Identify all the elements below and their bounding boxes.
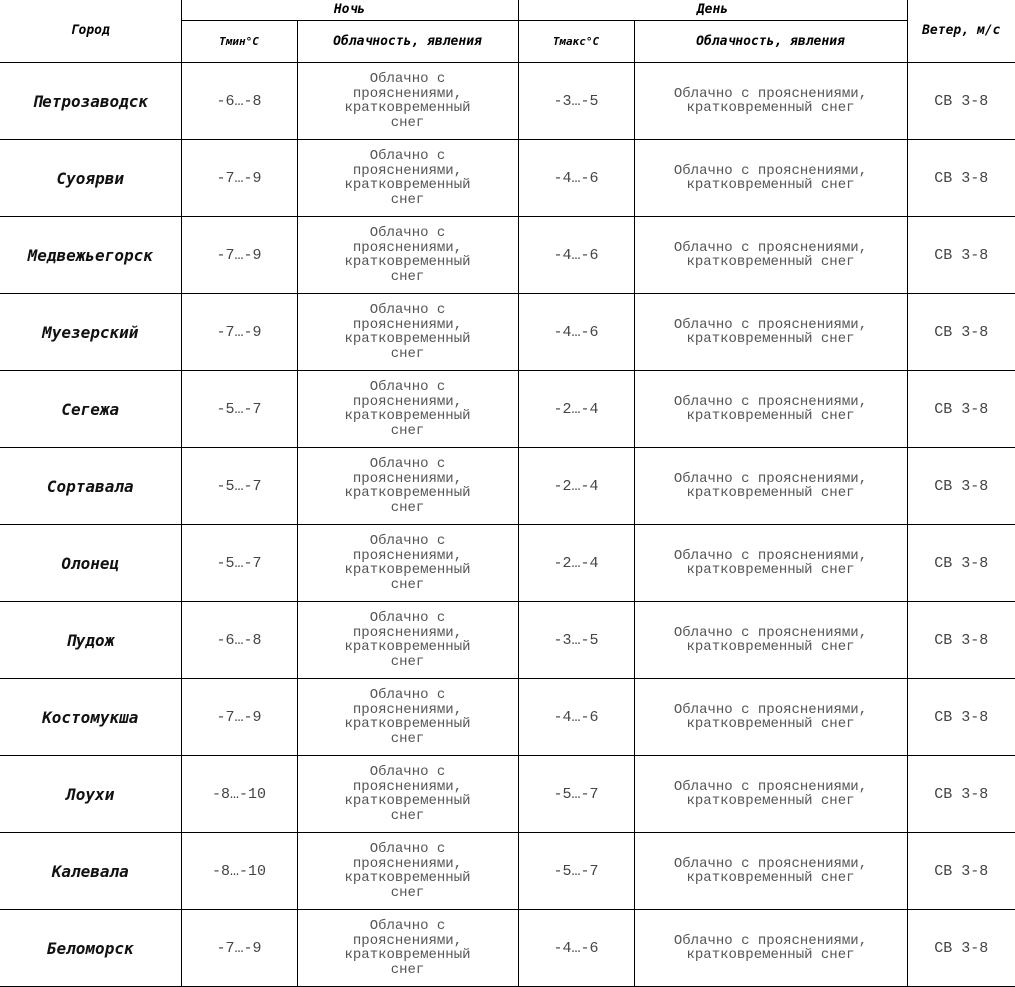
header-tmin: Тмин°C: [181, 21, 297, 63]
header-day-clouds: Облачность, явления: [634, 21, 907, 63]
night-conditions: [297, 217, 518, 294]
day-conditions-line: Облачно с прояснениями,: [673, 316, 868, 333]
night-conditions-line: Облачно с: [369, 841, 446, 857]
day-temp-max: -4…-6: [518, 679, 634, 756]
night-conditions-line: снег: [390, 345, 425, 362]
night-conditions-line: кратковременный: [344, 177, 471, 193]
table-row: [0, 217, 1015, 294]
day-temp-max: -4…-6: [518, 217, 634, 294]
night-conditions-line: кратковременный: [344, 716, 471, 732]
day-conditions: [634, 217, 907, 294]
day-temp-max: -5…-7: [518, 756, 634, 833]
day-conditions: [634, 833, 907, 910]
table-row: [0, 63, 1015, 140]
day-conditions-line: Облачно с прояснениями,: [673, 701, 868, 718]
night-conditions-line: Облачно с: [369, 764, 446, 780]
table-header: [0, 0, 1015, 63]
wind: СВ 3-8: [907, 910, 1015, 987]
header-wind: Ветер, м/с: [907, 0, 1015, 63]
table-row: [0, 448, 1015, 525]
wind: СВ 3-8: [907, 371, 1015, 448]
day-temp-max: -3…-5: [518, 602, 634, 679]
night-temp-min: -6…-8: [181, 602, 297, 679]
day-temp-max: -5…-7: [518, 833, 634, 910]
night-conditions-line: Облачно с: [369, 71, 446, 87]
night-conditions-line: снег: [390, 576, 425, 593]
night-conditions-line: снег: [390, 961, 425, 978]
night-conditions-line: кратковременный: [344, 947, 471, 963]
night-temp-min: -7…-9: [181, 140, 297, 217]
night-conditions-line: кратковременный: [344, 793, 471, 809]
night-conditions: [297, 910, 518, 987]
night-conditions-line: Облачно с: [369, 610, 446, 626]
night-conditions: [297, 448, 518, 525]
night-conditions-line: снег: [390, 114, 425, 131]
day-conditions: [634, 294, 907, 371]
night-temp-min: -8…-10: [181, 756, 297, 833]
day-conditions-line: Облачно с прояснениями,: [673, 932, 868, 949]
night-conditions-line: прояснениями,: [352, 316, 463, 333]
day-conditions: [634, 63, 907, 140]
night-conditions-line: прояснениями,: [352, 393, 463, 410]
night-conditions-line: прояснениями,: [352, 85, 463, 102]
wind: СВ 3-8: [907, 525, 1015, 602]
table-row: [0, 910, 1015, 987]
night-temp-min: -5…-7: [181, 371, 297, 448]
table-row: [0, 294, 1015, 371]
night-conditions-line: снег: [390, 730, 425, 747]
day-conditions-line: кратковременный снег: [686, 254, 855, 270]
header-day: День: [518, 0, 907, 21]
day-conditions: [634, 910, 907, 987]
table-row: [0, 525, 1015, 602]
city-name: Медвежьегорск: [0, 217, 181, 294]
day-temp-max: -4…-6: [518, 140, 634, 217]
night-conditions: [297, 140, 518, 217]
city-name: Костомукша: [0, 679, 181, 756]
wind: СВ 3-8: [907, 602, 1015, 679]
day-conditions: [634, 602, 907, 679]
city-name: Лоухи: [0, 756, 181, 833]
night-conditions-line: Облачно с: [369, 456, 446, 472]
night-temp-min: -7…-9: [181, 294, 297, 371]
night-temp-min: -7…-9: [181, 217, 297, 294]
night-conditions-line: снег: [390, 884, 425, 901]
day-temp-max: -2…-4: [518, 448, 634, 525]
day-temp-max: -2…-4: [518, 525, 634, 602]
night-conditions: [297, 371, 518, 448]
day-conditions-line: кратковременный снег: [686, 716, 855, 732]
night-conditions: [297, 63, 518, 140]
night-conditions: [297, 833, 518, 910]
city-name: Беломорск: [0, 910, 181, 987]
night-conditions-line: снег: [390, 268, 425, 285]
night-conditions-line: прояснениями,: [352, 624, 463, 641]
city-name: Пудож: [0, 602, 181, 679]
table-row: [0, 833, 1015, 910]
city-name: Олонец: [0, 525, 181, 602]
night-conditions: [297, 602, 518, 679]
table-row: [0, 140, 1015, 217]
night-conditions-line: Облачно с: [369, 918, 446, 934]
day-conditions-line: Облачно с прояснениями,: [673, 624, 868, 641]
night-conditions-line: прояснениями,: [352, 162, 463, 179]
day-conditions-line: Облачно с прояснениями,: [673, 393, 868, 410]
night-conditions-line: кратковременный: [344, 870, 471, 886]
day-conditions: [634, 140, 907, 217]
city-name: Петрозаводск: [0, 63, 181, 140]
day-conditions-line: кратковременный снег: [686, 100, 855, 116]
night-conditions-line: прояснениями,: [352, 778, 463, 795]
night-conditions-line: Облачно с: [369, 225, 446, 241]
day-conditions-line: Облачно с прояснениями,: [673, 855, 868, 872]
night-conditions-line: снег: [390, 807, 425, 824]
day-conditions: [634, 448, 907, 525]
table-row: [0, 602, 1015, 679]
wind: СВ 3-8: [907, 294, 1015, 371]
night-conditions: [297, 294, 518, 371]
day-conditions-line: кратковременный снег: [686, 485, 855, 501]
table-row: [0, 371, 1015, 448]
night-conditions-line: Облачно с: [369, 687, 446, 703]
night-conditions-line: Облачно с: [369, 533, 446, 549]
day-conditions-line: кратковременный снег: [686, 947, 855, 963]
header-city: Город: [0, 0, 181, 63]
day-conditions: [634, 525, 907, 602]
day-conditions-line: Облачно с прояснениями,: [673, 470, 868, 487]
night-conditions-line: снег: [390, 653, 425, 670]
day-temp-max: -4…-6: [518, 294, 634, 371]
wind: СВ 3-8: [907, 756, 1015, 833]
day-conditions-line: кратковременный снег: [686, 793, 855, 809]
day-conditions-line: кратковременный снег: [686, 562, 855, 578]
city-name: Сегежа: [0, 371, 181, 448]
day-temp-max: -2…-4: [518, 371, 634, 448]
wind: СВ 3-8: [907, 140, 1015, 217]
night-conditions-line: кратковременный: [344, 485, 471, 501]
city-name: Калевала: [0, 833, 181, 910]
wind: СВ 3-8: [907, 679, 1015, 756]
city-name: Муезерский: [0, 294, 181, 371]
table-body: [0, 63, 1015, 987]
night-conditions-line: Облачно с: [369, 148, 446, 164]
day-temp-max: -3…-5: [518, 63, 634, 140]
table-row: [0, 756, 1015, 833]
night-conditions-line: прояснениями,: [352, 470, 463, 487]
night-temp-min: -7…-9: [181, 910, 297, 987]
night-temp-min: -5…-7: [181, 525, 297, 602]
night-conditions-line: прояснениями,: [352, 855, 463, 872]
night-conditions-line: снег: [390, 191, 425, 208]
night-temp-min: -7…-9: [181, 679, 297, 756]
header-night-clouds: Облачность, явления: [297, 21, 518, 63]
day-conditions-line: кратковременный снег: [686, 408, 855, 424]
night-conditions-line: прояснениями,: [352, 239, 463, 256]
night-conditions-line: снег: [390, 422, 425, 439]
day-temp-max: -4…-6: [518, 910, 634, 987]
day-conditions-line: Облачно с прояснениями,: [673, 85, 868, 102]
night-conditions-line: прояснениями,: [352, 932, 463, 949]
night-conditions: [297, 525, 518, 602]
day-conditions: [634, 679, 907, 756]
night-conditions-line: снег: [390, 499, 425, 516]
header-night: Ночь: [181, 0, 518, 21]
wind: СВ 3-8: [907, 448, 1015, 525]
day-conditions-line: Облачно с прояснениями,: [673, 778, 868, 795]
city-name: Сортавала: [0, 448, 181, 525]
city-name: Суоярви: [0, 140, 181, 217]
night-conditions-line: кратковременный: [344, 331, 471, 347]
night-conditions: [297, 679, 518, 756]
night-conditions-line: кратковременный: [344, 100, 471, 116]
wind: СВ 3-8: [907, 217, 1015, 294]
night-conditions-line: Облачно с: [369, 302, 446, 318]
table-row: [0, 679, 1015, 756]
night-temp-min: -5…-7: [181, 448, 297, 525]
night-conditions-line: кратковременный: [344, 639, 471, 655]
day-conditions-line: кратковременный снег: [686, 331, 855, 347]
night-conditions: [297, 756, 518, 833]
night-conditions-line: кратковременный: [344, 562, 471, 578]
day-conditions-line: Облачно с прояснениями,: [673, 547, 868, 564]
night-temp-min: -6…-8: [181, 63, 297, 140]
night-conditions-line: кратковременный: [344, 254, 471, 270]
night-conditions-line: прояснениями,: [352, 547, 463, 564]
night-conditions-line: прояснениями,: [352, 701, 463, 718]
night-temp-min: -8…-10: [181, 833, 297, 910]
day-conditions-line: кратковременный снег: [686, 177, 855, 193]
day-conditions-line: кратковременный снег: [686, 870, 855, 886]
header-tmax: Тмакс°C: [518, 21, 634, 63]
wind: СВ 3-8: [907, 833, 1015, 910]
day-conditions-line: Облачно с прояснениями,: [673, 239, 868, 256]
night-conditions-line: кратковременный: [344, 408, 471, 424]
day-conditions: [634, 756, 907, 833]
day-conditions-line: кратковременный снег: [686, 639, 855, 655]
day-conditions: [634, 371, 907, 448]
wind: СВ 3-8: [907, 63, 1015, 140]
day-conditions-line: Облачно с прояснениями,: [673, 162, 868, 179]
night-conditions-line: Облачно с: [369, 379, 446, 395]
